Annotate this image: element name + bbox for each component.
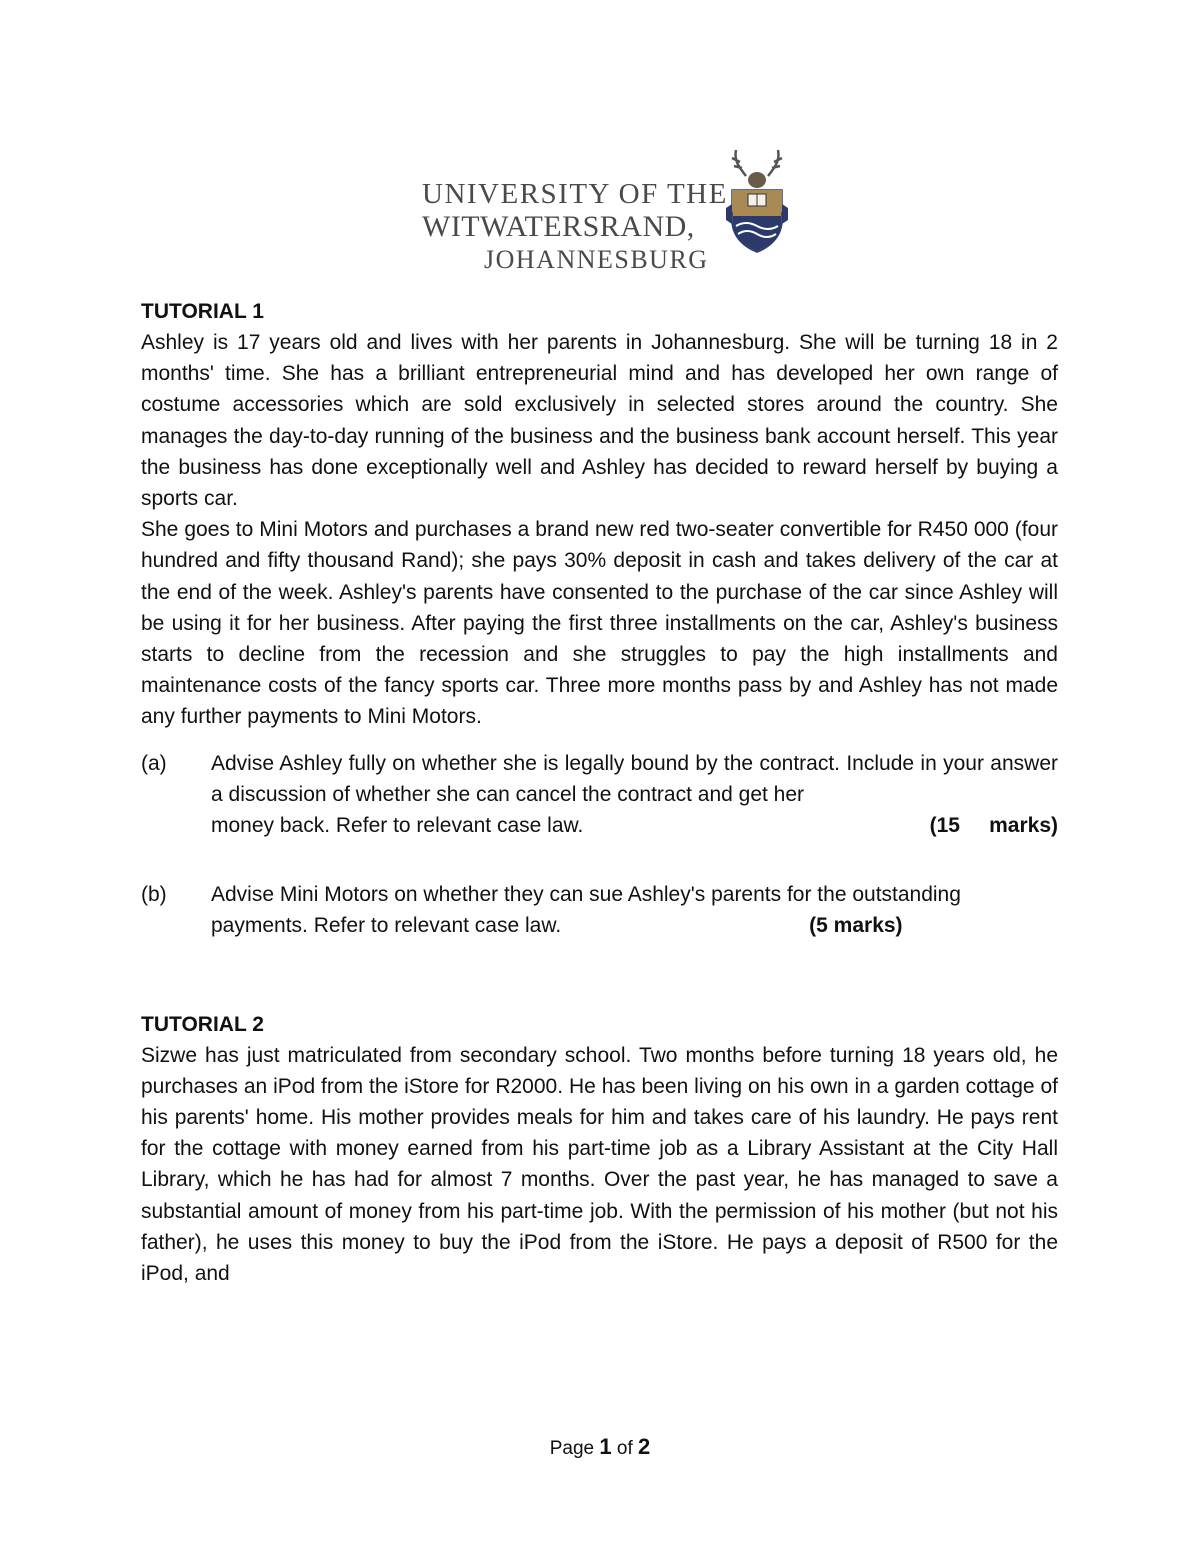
page-of-label: of bbox=[616, 1438, 633, 1459]
logo-wordmark bbox=[422, 178, 728, 276]
question-a-last-line bbox=[211, 810, 1058, 841]
university-logo bbox=[412, 140, 792, 278]
question-b-last-line bbox=[211, 910, 1058, 941]
question-b-text: Advise Mini Motors on whether they can sue Ashley's parents for the outstanding bbox=[211, 883, 961, 907]
logo-line-2: WITWATERSRAND, bbox=[422, 210, 695, 243]
question-a-text-end: money back. Refer to relevant case law. bbox=[211, 814, 584, 838]
page-footer bbox=[0, 1434, 1200, 1460]
tutorial-1-heading: TUTORIAL 1 bbox=[141, 300, 264, 323]
tutorial-1-paragraph-2: She goes to Mini Motors and purchases a brand new red two-seater convertible for R450 000 (four hundred and fifty thousand Rand); she pays 30% deposit in cash and takes delivery of the car at the end of the week. Ashley's parents have consented to the purchase of the car since Ashley will be using it for her business. After paying the first three installments on the car, Ashley's business starts to decline from the recession and she struggles to pay the high installments and maintenance costs of the fancy sports car. Three more months pass by and Ashley has not made any further payments to Mini Motors. bbox=[141, 518, 1058, 729]
tutorial-1-paragraph-1: Ashley is 17 years old and lives with her parents in Johannesburg. She will be turning 18 in 2 months' time. She has a brilliant entrepreneurial mind and has developed her own range of costume accessories which are sold exclusively in selected stores around the country. She manages the day-to-day running of the business and the business bank account herself. This year the business has done exceptionally well and Ashley has decided to reward herself by buying a sports car. bbox=[141, 331, 1058, 511]
document-body bbox=[141, 296, 1058, 1289]
question-a bbox=[141, 748, 1058, 842]
tutorial-2-heading: TUTORIAL 2 bbox=[141, 1012, 264, 1036]
question-b-body bbox=[211, 879, 1058, 941]
question-a-body bbox=[211, 748, 1058, 842]
question-b-marks: (5 marks) bbox=[809, 914, 903, 938]
tutorial-2-paragraph-1: Sizwe has just matriculated from secondary school. Two months before turning 18 years old, he purchases an iPod from the iStore for R2000. He has been living on his own in a garden cottage of his parents' home. His mother provides meals for him and takes care of his laundry. He pays rent for the cottage with money earned from his part-time job as a Library Assistant at the City Hall Library, which he has had for almost 7 months. Over the past year, he has managed to save a substantial amount of money from his part-time job. With the permission of his mother (but not his father), he uses this money to buy the iPod from the iStore. He pays a deposit of R500 for the iPod, and bbox=[141, 1043, 1058, 1286]
current-page-number: 1 bbox=[599, 1434, 612, 1459]
question-b-label: (b) bbox=[141, 883, 167, 907]
question-b-text-end: payments. Refer to relevant case law. bbox=[211, 914, 562, 938]
total-page-number: 2 bbox=[638, 1434, 651, 1459]
question-a-marks: (15 marks) bbox=[929, 814, 1058, 838]
logo-line-1: UNIVERSITY OF THE bbox=[422, 178, 728, 210]
page-label: Page bbox=[549, 1438, 595, 1459]
logo-line-3: JOHANNESBURG bbox=[484, 245, 709, 274]
question-a-text: Advise Ashley fully on whether she is legally bound by the contract. Include in your answer a discussion of whether she can cancel the contract and get her bbox=[211, 751, 1058, 806]
question-b bbox=[141, 879, 1058, 941]
crest-icon bbox=[724, 146, 790, 254]
question-a-label: (a) bbox=[141, 751, 167, 775]
